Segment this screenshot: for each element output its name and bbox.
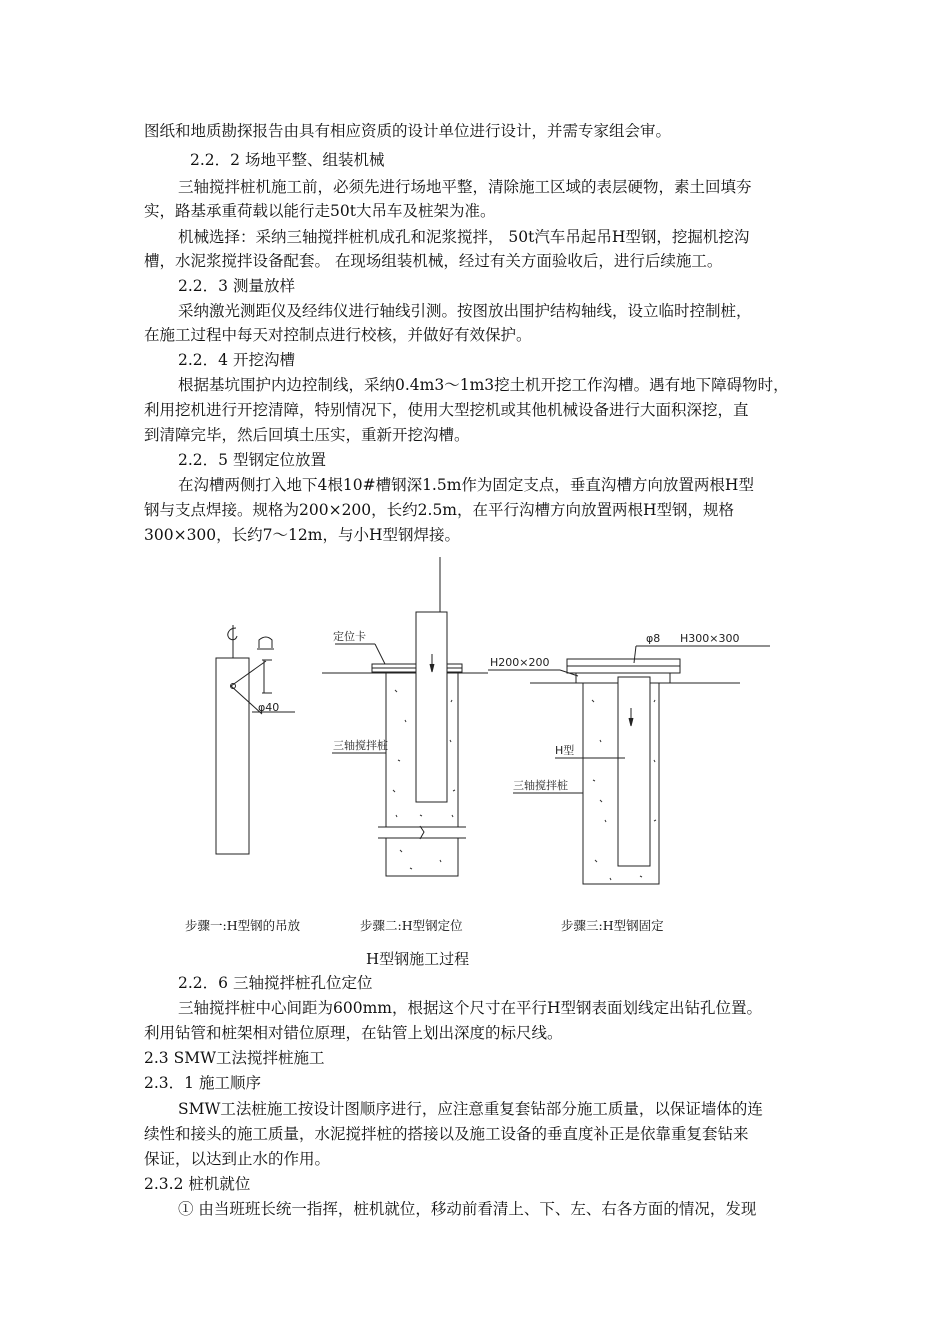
section-heading: 2.2．6 三轴搅拌桩孔位定位 xyxy=(178,974,373,992)
section-heading: 2.2．3 测量放样 xyxy=(178,277,295,295)
section-heading: 2.2．5 型钢定位放置 xyxy=(178,451,326,469)
paragraph-line: 300×300，长约7～12m，与小H型钢焊接。 xyxy=(144,526,460,544)
section-heading: 2.2．2 场地平整、组装机械 xyxy=(190,151,385,169)
paragraph-line: SMW工法桩施工按设计图顺序进行，应注意重复套钻部分施工质量，以保证墙体的连 xyxy=(178,1100,763,1118)
paragraph-line: 在施工过程中每天对控制点进行校核，并做好有效保护。 xyxy=(144,326,532,344)
paragraph-line: 到清障完毕，然后回填土压实，重新开挖沟槽。 xyxy=(144,426,470,444)
shackle-icon xyxy=(259,637,272,648)
pile-label-right: 三轴搅拌桩 xyxy=(513,779,568,792)
paragraph-line: 三轴搅拌桩机施工前，必须先进行场地平整，清除施工区域的表层硬物，素土回填夯 xyxy=(178,178,752,196)
paragraph-line: 续性和接头的施工质量，水泥搅拌桩的搭接以及施工设备的垂直度补正是依靠重复套钻来 xyxy=(144,1125,749,1143)
section-heading: 2.3．1 施工顺序 xyxy=(144,1074,261,1092)
h-steel-inserted xyxy=(416,612,447,802)
paragraph-line: 利用挖机进行开挖清障，特别情况下，使用大型挖机或其他机械设备进行大面积深挖，直 xyxy=(144,401,749,419)
paragraph-line: 机械选择：采纳三轴搅拌桩机成孔和泥浆搅拌， 50t汽车吊起吊H型钢，挖掘机挖沟 xyxy=(178,228,750,246)
paragraph-line: 采纳激光测距仪及经纬仪进行轴线引测。按图放出围护结构轴线，设立临时控制桩， xyxy=(178,302,752,320)
h-steel-fixed xyxy=(618,677,650,866)
h300-label: H300×300 xyxy=(680,632,740,645)
dingweika-label: 定位卡 xyxy=(333,630,366,643)
paragraph-line: ① 由当班班长统一指挥，桩机就位，移动前看清上、下、左、右各方面的情况，发现 xyxy=(178,1200,757,1218)
paragraph-line: 图纸和地质勘探报告由具有相应资质的设计单位进行设计，并需专家组会审。 xyxy=(144,122,672,140)
section-heading: 2.2．4 开挖沟槽 xyxy=(178,351,295,369)
paragraph-line: 保证，以达到止水的作用。 xyxy=(144,1150,331,1168)
paragraph-line: 槽，水泥浆搅拌设备配套。 在现场组装机械，经过有关方面验收后，进行后续施工。 xyxy=(144,252,723,270)
figure-caption: H型钢施工过程 xyxy=(366,950,470,968)
pile-label-left: 三轴搅拌桩 xyxy=(333,739,388,752)
paragraph-line: 钢与支点焊接。规格为200×200，长约2.5m，在平行沟槽方向放置两根H型钢，规格 xyxy=(144,501,735,519)
h200-label: H200×200 xyxy=(490,656,550,669)
h-type-label: H型 xyxy=(555,744,575,757)
phi8-label: φ8 xyxy=(646,632,661,645)
step-3-caption: 步骤三:H型钢固定 xyxy=(561,918,664,933)
paragraph-line: 根据基坑围护内边控制线，采纳0.4m3～1m3挖土机开挖工作沟槽。遇有地下障碍物时， xyxy=(178,376,789,394)
step-2-caption: 步骤二:H型钢定位 xyxy=(360,918,463,933)
section-heading: 2.3.2 桩机就位 xyxy=(144,1175,251,1193)
section-heading: 2.3 SMW工法搅拌桩施工 xyxy=(144,1049,325,1067)
paragraph-line: 实，路基承重荷载以能行走50t大吊车及桩架为准。 xyxy=(144,202,496,220)
step-1-caption: 步骤一:H型钢的吊放 xyxy=(185,918,301,933)
paragraph-line: 三轴搅拌桩中心间距为600mm，根据这个尺寸在平行H型钢表面划线定出钻孔位置。 xyxy=(178,999,762,1017)
paragraph-line: 在沟槽两侧打入地下4根10#槽钢深1.5m作为固定支点，垂直沟槽方向放置两根H型 xyxy=(178,476,754,494)
crane-hook-icon xyxy=(228,625,237,645)
phi40-label: φ40 xyxy=(258,701,280,714)
paragraph-line: 利用钻管和桩架相对错位原理，在钻管上划出深度的标尺线。 xyxy=(144,1024,563,1042)
